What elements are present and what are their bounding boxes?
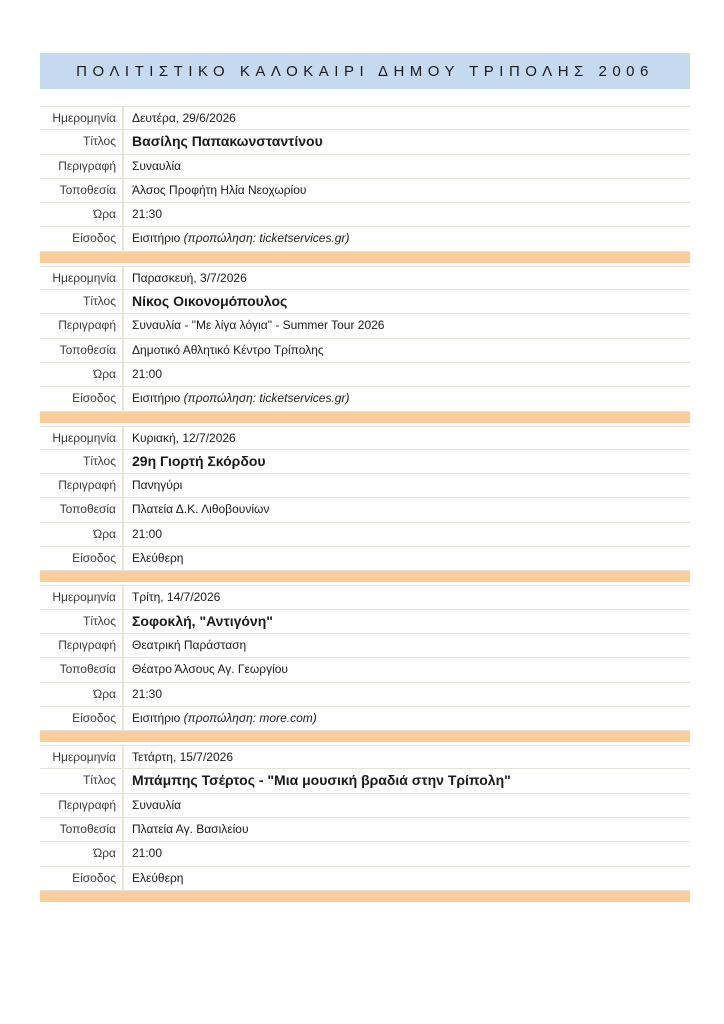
event-row-title	[40, 610, 690, 634]
event-separator	[40, 412, 690, 423]
event-separator	[40, 571, 690, 582]
event-row-entry	[40, 707, 690, 731]
event-time: 21:00	[132, 526, 163, 541]
event-time: 21:30	[132, 686, 163, 701]
spacer	[40, 89, 690, 106]
event-date: Δευτέρα, 29/6/2026	[132, 111, 236, 125]
event-row-location	[40, 498, 690, 522]
field-label-description: Περιγραφή	[40, 314, 124, 337]
event-row-time	[40, 523, 690, 547]
event-row-date	[40, 426, 690, 450]
event-row-date	[40, 106, 690, 130]
field-label-entry: Είσοδος	[40, 227, 124, 250]
event-entry	[124, 227, 690, 250]
event-row-entry	[40, 547, 690, 571]
presale-note: (προπώληση: ticketservices.gr)	[183, 391, 350, 406]
presale-note: (προπώληση: ticketservices.gr)	[183, 231, 350, 246]
field-label-location: Τοποθεσία	[40, 658, 124, 681]
field-label-date: Ημερομηνία	[40, 746, 124, 768]
field-label-entry: Είσοδος	[40, 707, 124, 730]
event-entry	[124, 387, 690, 410]
event-title: Σοφοκλή, "Αντιγόνη"	[132, 612, 273, 629]
event-row-description	[40, 794, 690, 818]
event-date: Κυριακή, 12/7/2026	[132, 430, 236, 445]
entry-value: Ελεύθερη	[132, 870, 184, 885]
event-title: Μπάμπης Τσέρτος - "Μια μουσική βραδιά στην Τρίπολη"	[132, 772, 511, 789]
field-label-title: Τίτλος	[40, 450, 124, 473]
entry-value: Εισιτήριο	[132, 710, 181, 725]
event-location: Πλατεία Αγ. Βασιλείου	[132, 822, 249, 837]
event-location: Πλατεία Δ.Κ. Λιθοβουνίων	[132, 502, 270, 517]
event-row-entry	[40, 867, 690, 891]
entry-value: Εισιτήριο	[132, 391, 181, 406]
event-row-time	[40, 363, 690, 387]
field-label-location: Τοποθεσία	[40, 818, 124, 841]
field-label-entry: Είσοδος	[40, 387, 124, 410]
field-label-description: Περιγραφή	[40, 794, 124, 817]
entry-value: Εισιτήριο	[132, 231, 181, 246]
event-row-location	[40, 658, 690, 682]
field-label-location: Τοποθεσία	[40, 339, 124, 362]
event-title: Νίκος Οικονομόπουλος	[132, 293, 288, 310]
field-label-title: Τίτλος	[40, 290, 124, 313]
presale-note: (προπώληση: more.com)	[183, 710, 317, 725]
event-separator	[40, 891, 690, 902]
field-label-title: Τίτλος	[40, 130, 124, 153]
field-label-date: Ημερομηνία	[40, 586, 124, 608]
event-row-description	[40, 314, 690, 338]
event-entry	[124, 707, 690, 730]
field-label-date: Ημερομηνία	[40, 427, 124, 449]
event-description: Θεατρική Παράσταση	[132, 637, 247, 652]
event-description: Συναυλία - "Με λίγα λόγια" - Summer Tour 2026	[132, 318, 385, 333]
field-label-location: Τοποθεσία	[40, 179, 124, 202]
event-entry	[124, 547, 690, 570]
event-separator	[40, 252, 690, 263]
field-label-date: Ημερομηνία	[40, 107, 124, 129]
event-time: 21:00	[132, 846, 163, 861]
entry-value: Ελεύθερη	[132, 551, 184, 566]
event-row-location	[40, 818, 690, 842]
event-row-description	[40, 634, 690, 658]
event-title: 29η Γιορτή Σκόρδου	[132, 452, 266, 469]
field-label-time: Ώρα	[40, 683, 124, 706]
event-row-time	[40, 203, 690, 227]
event-time: 21:00	[132, 366, 163, 381]
event-row-title	[40, 450, 690, 474]
event-row-time	[40, 842, 690, 866]
field-label-location: Τοποθεσία	[40, 498, 124, 521]
event-row-location	[40, 179, 690, 203]
event-description: Συναυλία	[132, 158, 182, 173]
event-row-entry	[40, 387, 690, 411]
event-row-description	[40, 474, 690, 498]
event-location: Θέατρο Άλσους Αγ. Γεωργίου	[132, 662, 288, 677]
field-label-time: Ώρα	[40, 363, 124, 386]
event-row-description	[40, 155, 690, 179]
field-label-entry: Είσοδος	[40, 547, 124, 570]
event-entry	[124, 867, 690, 890]
event-description: Πανηγύρι	[132, 478, 183, 493]
event-separator	[40, 731, 690, 742]
field-label-title: Τίτλος	[40, 610, 124, 633]
event-list	[40, 106, 690, 902]
field-label-description: Περιγραφή	[40, 634, 124, 657]
event-date: Τρίτη, 14/7/2026	[132, 590, 221, 605]
event-row-date	[40, 585, 690, 609]
event-block	[40, 745, 690, 902]
event-row-entry	[40, 227, 690, 251]
field-label-entry: Είσοδος	[40, 867, 124, 890]
event-row-time	[40, 683, 690, 707]
field-label-time: Ώρα	[40, 523, 124, 546]
event-row-title	[40, 290, 690, 314]
event-block	[40, 266, 690, 423]
page-title: ΠΟΛΙΤΙΣΤΙΚΟ ΚΑΛΟΚΑΙΡΙ ΔΗΜΟΥ ΤΡΙΠΟΛΗΣ 2006	[40, 53, 690, 89]
event-time: 21:30	[132, 207, 163, 222]
field-label-description: Περιγραφή	[40, 474, 124, 497]
field-label-title: Τίτλος	[40, 769, 124, 792]
field-label-time: Ώρα	[40, 842, 124, 865]
field-label-description: Περιγραφή	[40, 155, 124, 178]
event-block	[40, 106, 690, 263]
event-date: Τετάρτη, 15/7/2026	[132, 750, 233, 765]
event-row-date	[40, 745, 690, 769]
field-label-date: Ημερομηνία	[40, 267, 124, 289]
event-block	[40, 585, 690, 742]
event-location: Δημοτικό Αθλητικό Κέντρο Τρίπολης	[132, 342, 324, 357]
field-label-time: Ώρα	[40, 203, 124, 226]
event-title: Βασίλης Παπακωνσταντίνου	[132, 133, 323, 150]
event-row-location	[40, 339, 690, 363]
event-row-date	[40, 266, 690, 290]
event-row-title	[40, 130, 690, 154]
event-date: Παρασκευή, 3/7/2026	[132, 270, 247, 285]
document-page	[40, 53, 690, 905]
event-row-title	[40, 769, 690, 793]
event-description: Συναυλία	[132, 797, 182, 812]
event-location: Άλσος Προφήτη Ηλία Νεοχωρίου	[132, 182, 307, 197]
event-block	[40, 426, 690, 583]
